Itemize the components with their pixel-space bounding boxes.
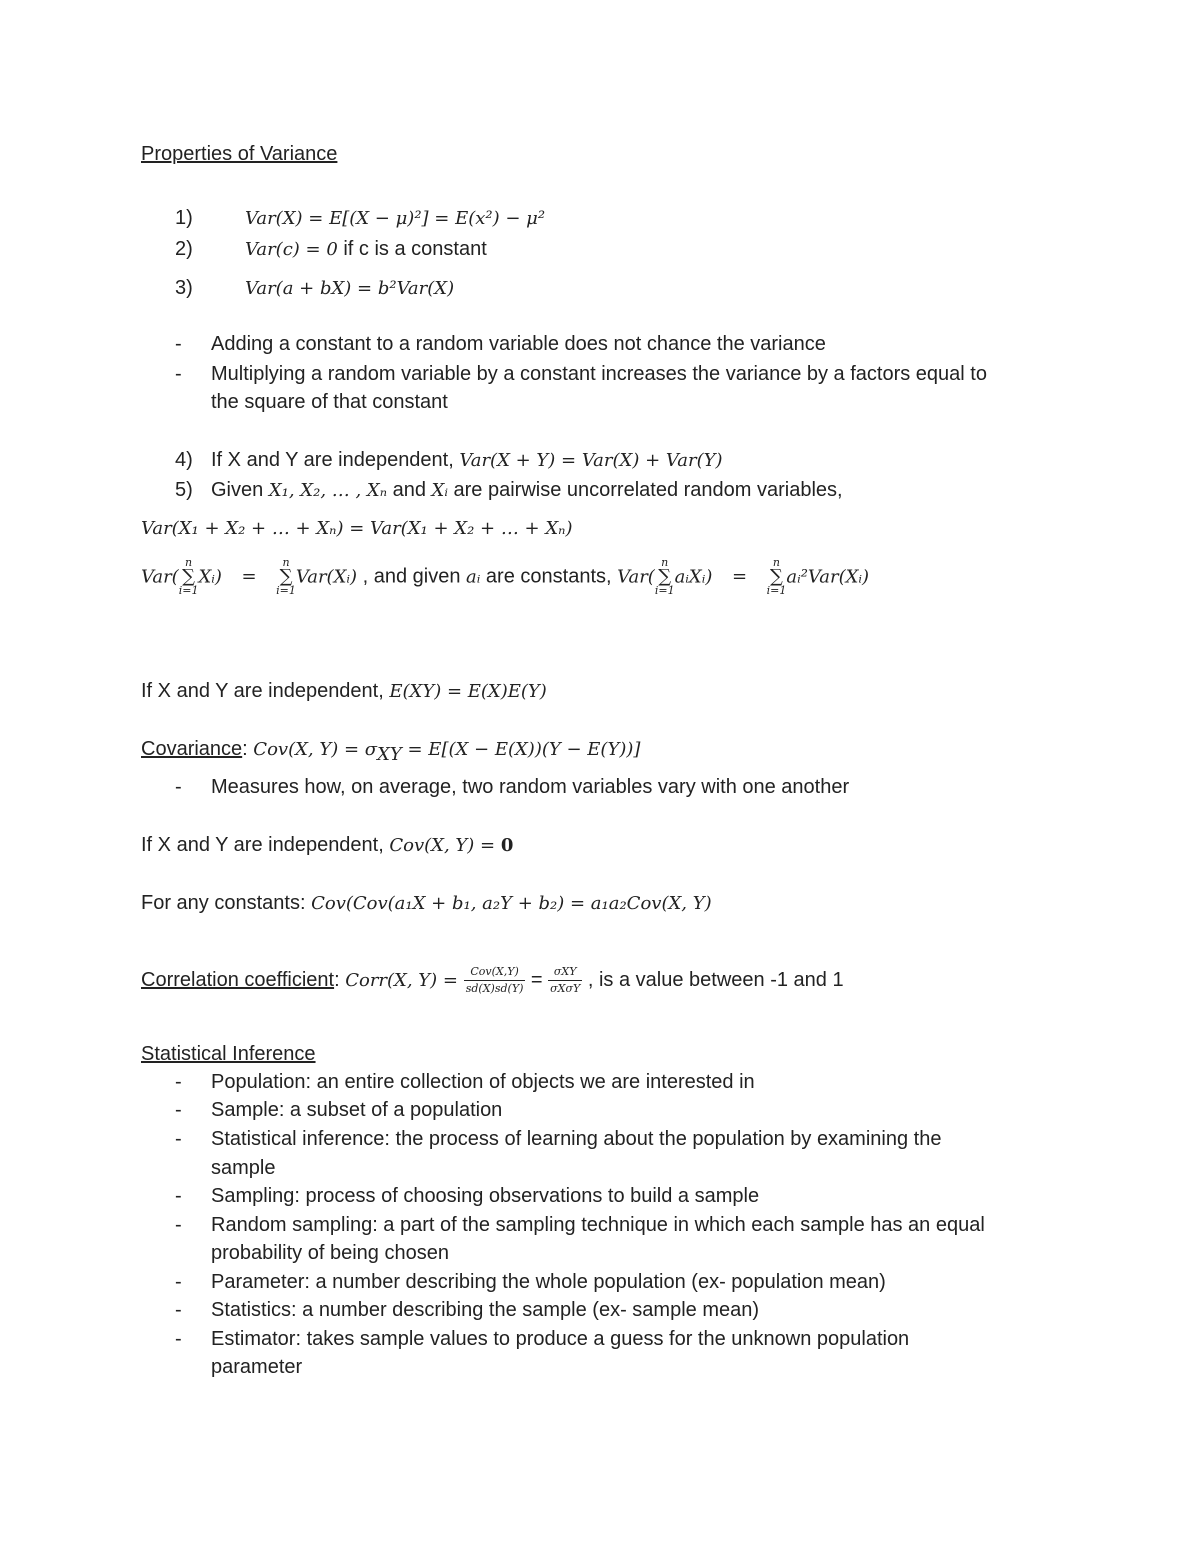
independence-expectation: If X and Y are independent, E(XY) = E(X)E(Y) — [141, 680, 547, 702]
document-page: Properties of Variance 1) Var(X) = E[(X − μ)²] = E(x²) − μ² 2) Var(c) = 0 if c is a constant 3) Var(a + bX) = b²Var(X) - Adding a constant to a random variable does not chance the variance - Multiplying a random variable by a constant increases the variance by a factors equal to the square of that constant 4) If X and Y are independent, Var(X + Y) = Var(X) + Var(Y) 5) Given X₁, X₂, … , Xₙ and Xᵢ are pairwise uncorrelated random variables, Var(X₁ + X₂ + … + Xₙ) = Var(X₁ + X₂ + … + Xₙ) Var( n ∑ i=1 Xᵢ) = n ∑ i=1 Var(Xᵢ) , and given aᵢ are constants, Var( n ∑ i=1 aᵢXᵢ) = n ∑ i=1 aᵢ²Var(Xᵢ) If X and Y are independent, E(XY) = E(X)E(Y) Covariance: Cov(X, $Y) = \sigma_{XY} = E[(X - E(X))(Y - E(Y))]$ - Measures how, on average, two random variables vary with one another If X and Y are independent, Cov(X, Y) = 0 For any constants: Cov(Cov(a₁X + b₁, a₂Y + b₂) = a₁a₂Cov(X, Y) Correlation coefficient: Corr(X, Y) = $\frac{\text{Cov(X,Y)}}{sd(X)sd(Y)}$ = $\frac{\text{σXY}}{\text{σXσY}}$ , is a value between -1 and 1 Statistical Inference - Population: an entire collection of objects we are interested in - Sample: a subset of a population - Statistical inference: the process of learning about the population by examining the sample - Sampling: process of choosing observations to build a sample - Random sampling: a part of the sampling technique in which each sample has an equal probability of being chosen - Parameter: a number describing the whole population (ex- population mean) - Statistics: a number describing the sample (ex- sample mean) - Estimator: takes sample values to produce a guess for the unknown population parameter — [141, 143, 987, 1378]
heading-properties-of-variance: Properties of Variance — [141, 143, 338, 165]
covariance-definition: Covariance: Cov(X, $Y) = \sigma_{XY} = E[(X - E(X))(Y - E(Y))]$ — [141, 738, 641, 765]
correlation-fraction-2: $\frac{\text{σXY}}{\text{σXσY}}$ — [550, 965, 581, 996]
correlation-coefficient-definition: Correlation coefficient: Corr(X, Y) = $\frac{\text{Cov(X,Y)}}{sd(X)sd(Y)}$ = $\frac{\text{σXY}}{\text{σXσY}}$ , is a value between -1 and 1 — [141, 965, 844, 996]
property-3: 3) Var(a + bX) = b²Var(X) — [175, 277, 455, 299]
property-5: 5) Given X₁, X₂, … , Xₙ and Xᵢ are pairwise uncorrelated random variables, — [175, 479, 843, 501]
correlation-fraction-1: $\frac{\text{Cov(X,Y)}}{sd(X)sd(Y)}$ — [465, 965, 524, 996]
sum-variance-equation: Var(X₁ + X₂ + … + Xₙ) = Var(X₁ + X₂ + … + Xₙ) — [141, 518, 573, 539]
sigma-operator: n ∑ i=1 — [276, 556, 296, 597]
property-4: 4) If X and Y are independent, Var(X + Y) = Var(X) + Var(Y) — [175, 449, 723, 471]
sigma-variance-equation: Var( n ∑ i=1 Xᵢ) = n ∑ i=1 Var(Xᵢ) , and given aᵢ are constants, Var( n ∑ i=1 aᵢXᵢ) = n ∑ i=1 aᵢ²Var(Xᵢ) — [141, 556, 870, 597]
independence-covariance: If X and Y are independent, Cov(X, Y) = 0 — [141, 834, 514, 856]
heading-statistical-inference: Statistical Inference — [141, 1043, 316, 1065]
covariance-label: Covariance — [141, 738, 243, 760]
property-1: 1) Var(X) = E[(X − μ)²] = E(x²) − μ² — [175, 207, 546, 229]
sigma-operator: n ∑ i=1 — [654, 556, 675, 597]
constants-covariance: For any constants: Cov(Cov(a₁X + b₁, a₂Y + b₂) = a₁a₂Cov(X, Y) — [141, 892, 712, 914]
correlation-label: Correlation coefficient — [141, 969, 335, 991]
property-2: 2) Var(c) = 0 if c is a constant — [175, 238, 487, 260]
inference-item-cont: probability of being chosen — [211, 1242, 449, 1264]
inference-item-cont: parameter — [211, 1356, 303, 1378]
inference-item-cont: sample — [211, 1157, 276, 1179]
sigma-operator: n ∑ i=1 — [178, 556, 199, 597]
sigma-operator: n ∑ i=1 — [766, 556, 787, 597]
variance-note-2-cont: the square of that constant — [211, 391, 448, 413]
